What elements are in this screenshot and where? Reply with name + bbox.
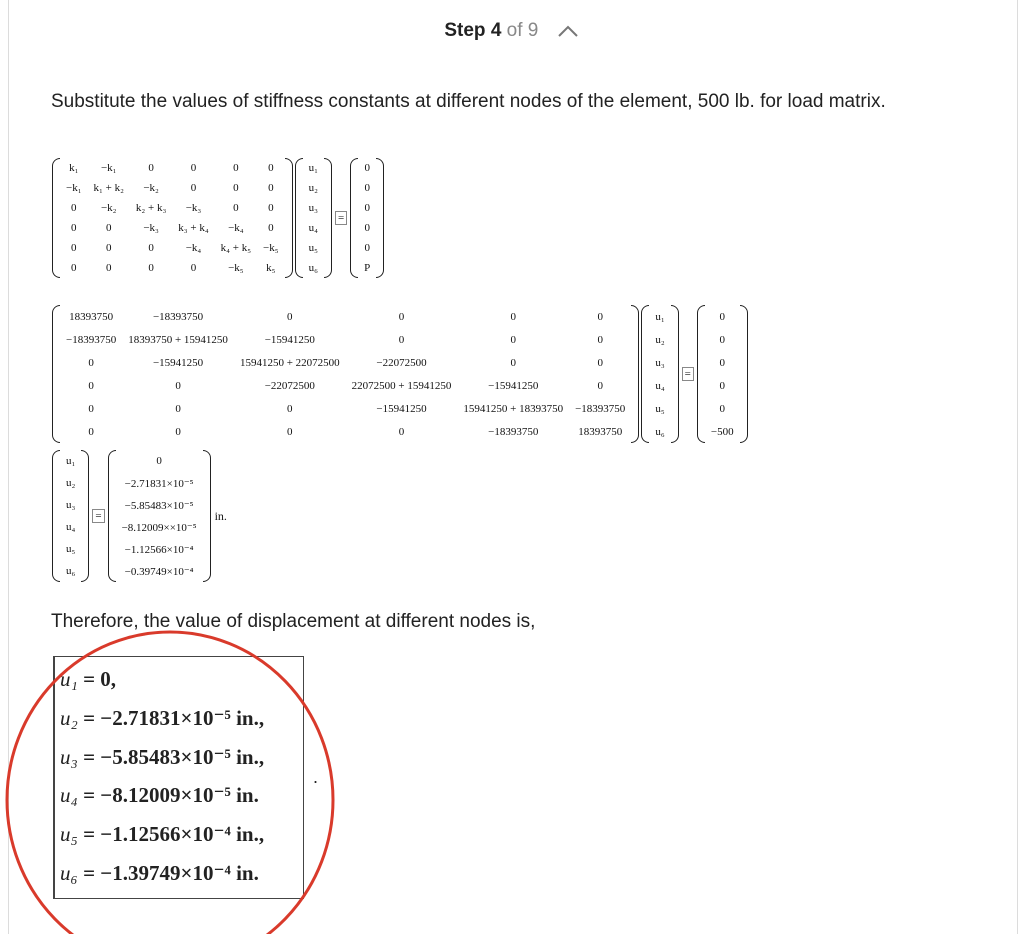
matrix-cell: 0 (398, 333, 405, 346)
vector-cell: u₃ (66, 499, 76, 511)
matrix-row (60, 238, 285, 258)
matrix-cell: k₁ + k₂ (93, 182, 124, 194)
vector-cell: u₄ (655, 379, 665, 392)
matrix-cell: −k₄ (185, 242, 202, 254)
vector-cell: 0 (719, 402, 725, 415)
matrix-cell: −15941250 (376, 402, 427, 415)
displacement-vector-solution (60, 450, 81, 582)
vector-cell: 0 (719, 356, 725, 369)
vector-cell: u₂ (308, 182, 318, 194)
matrix-cell: −k₂ (143, 182, 159, 194)
solution-vector-equation (52, 450, 227, 582)
matrix-row (60, 328, 631, 351)
vector-cell: 0 (364, 162, 370, 174)
vector-cell: u₁ (66, 455, 76, 467)
matrix-cell: −k₂ (100, 202, 117, 214)
matrix-cell: 0 (268, 222, 274, 234)
matrix-cell: k₃ + k₄ (178, 222, 209, 234)
displacement-vector-symbolic (303, 158, 324, 278)
result-variable: u₆ (60, 860, 78, 885)
matrix-cell: k₅ (266, 262, 276, 274)
matrix-row (60, 258, 285, 278)
matrix-cell: −18393750 (575, 402, 626, 415)
vector-cell: u₄ (308, 222, 318, 234)
vector-cell: u₃ (655, 356, 665, 369)
matrix-row (60, 420, 631, 443)
matrix-cell: −k₃ (143, 222, 159, 234)
matrix-cell: −k₁ (100, 162, 117, 174)
result-value: = −1.39749×10⁻⁴ in. (77, 860, 259, 885)
result-value: = −5.85483×10⁻⁵ in., (77, 744, 265, 769)
result-value: = −2.71831×10⁻⁵ in., (77, 705, 265, 730)
matrix-cell: k₄ + k₅ (220, 242, 252, 254)
matrix-cell: 0 (71, 262, 77, 274)
matrix-cell: k₂ + k₃ (135, 202, 167, 214)
matrix-cell: −k₅ (263, 242, 279, 254)
matrix-cell: −18393750 (152, 310, 204, 323)
matrix-cell: −k₄ (228, 222, 244, 234)
symbolic-matrix-equation (52, 158, 384, 278)
chevron-up-icon[interactable] (556, 24, 580, 38)
solution-values (116, 450, 203, 582)
step-total: of 9 (506, 20, 539, 41)
result-line (60, 661, 303, 700)
result-line (60, 700, 303, 739)
result-value: = −8.12009×10⁻⁵ in. (77, 783, 259, 808)
vector-cell: u₆ (66, 565, 76, 577)
vector-cell: −5.85483×10⁻⁵ (124, 499, 194, 512)
vector-cell: u₅ (66, 543, 76, 555)
matrix-cell: 0 (287, 402, 293, 415)
vector-cell: u₅ (655, 402, 665, 415)
matrix-cell: 0 (148, 162, 154, 174)
matrix-cell: 0 (287, 425, 293, 438)
vector-cell: 0 (364, 222, 370, 234)
equals-sign: = (682, 367, 694, 381)
matrix-cell: 0 (71, 202, 77, 214)
matrix-cell: 0 (398, 310, 405, 323)
vector-cell: 0 (719, 310, 725, 323)
matrix-cell: 0 (105, 222, 112, 234)
vector-cell: u₂ (655, 333, 665, 346)
matrix-cell: 0 (233, 182, 239, 194)
vector-cell: u₃ (308, 202, 318, 214)
result-variable: u₂ (60, 705, 78, 730)
matrix-cell: 0 (88, 356, 94, 369)
result-variable: u₃ (60, 744, 78, 769)
matrix-cell: 0 (175, 425, 181, 438)
vector-cell: u₄ (66, 521, 76, 533)
vector-cell: −8.12009××10⁻⁵ (121, 521, 197, 534)
matrix-row (60, 198, 285, 218)
matrix-cell: −15941250 (264, 333, 315, 346)
vector-cell: 0 (364, 182, 370, 194)
matrix-cell: 0 (175, 402, 181, 415)
matrix-cell: 0 (268, 202, 274, 214)
vector-cell: 0 (364, 202, 370, 214)
result-box (53, 656, 304, 899)
matrix-cell: 0 (510, 310, 516, 323)
step-number: 4 (490, 20, 502, 41)
vector-cell: u₂ (66, 477, 76, 489)
matrix-cell: 0 (190, 182, 197, 194)
step-header[interactable] (0, 20, 1024, 42)
numeric-matrix-equation (52, 305, 748, 443)
matrix-cell: 0 (71, 222, 77, 234)
matrix-cell: −18393750 (488, 425, 539, 438)
result-variable: u₁ (60, 667, 78, 691)
matrix-cell: 0 (88, 379, 94, 392)
matrix-cell: 0 (148, 242, 154, 254)
result-line (60, 777, 303, 816)
matrix-cell: 0 (148, 262, 154, 274)
matrix-cell: 0 (105, 262, 112, 274)
matrix-cell: 18393750 (69, 310, 114, 323)
stiffness-matrix-symbolic (60, 158, 285, 278)
matrix-cell: 15941250 + 22072500 (239, 356, 340, 369)
matrix-cell: 0 (88, 402, 94, 415)
vector-cell: 0 (719, 379, 725, 392)
matrix-row (60, 351, 631, 374)
matrix-cell: 0 (597, 379, 603, 392)
vector-cell: 0 (364, 242, 370, 254)
result-line (60, 816, 303, 855)
matrix-row (60, 305, 631, 328)
matrix-cell: −15941250 (488, 379, 539, 392)
vector-cell: −0.39749×10⁻⁴ (124, 565, 194, 578)
matrix-cell: −k₃ (185, 202, 202, 214)
matrix-row (60, 374, 631, 397)
matrix-row (60, 397, 631, 420)
matrix-row (60, 178, 285, 198)
matrix-cell: −22072500 (376, 356, 427, 369)
therefore-text: Therefore, the value of displacement at different nodes is, (51, 611, 536, 632)
matrix-cell: 0 (105, 242, 112, 254)
result-line (60, 739, 303, 778)
matrix-cell: 15941250 + 18393750 (463, 402, 564, 415)
matrix-cell: 0 (398, 425, 405, 438)
equals-sign: = (335, 211, 347, 225)
load-vector-symbolic (358, 158, 376, 278)
matrix-cell: 0 (597, 310, 603, 323)
matrix-cell: 18393750 (578, 425, 623, 438)
matrix-cell: 0 (510, 333, 516, 346)
vector-cell: −1.12566×10⁻⁴ (124, 543, 194, 556)
matrix-cell: 0 (268, 182, 274, 194)
result-value: = 0, (77, 667, 117, 691)
result-value: = −1.12566×10⁻⁴ in., (77, 822, 265, 847)
stiffness-matrix-numeric (60, 305, 631, 443)
vector-cell: u₆ (308, 262, 318, 274)
matrix-cell: 0 (597, 333, 603, 346)
equals-sign: = (92, 509, 104, 523)
matrix-cell: −18393750 (66, 333, 117, 346)
vector-cell: P (364, 262, 371, 274)
intro-text: Substitute the values of stiffness constants at different nodes of the element, 500 lb. for load matrix. (51, 91, 886, 112)
result-variable: u₅ (60, 822, 78, 847)
matrix-row (60, 158, 285, 178)
matrix-cell: 0 (510, 356, 516, 369)
matrix-cell: 18393750 + 15941250 (128, 333, 228, 346)
vector-cell: 0 (156, 455, 162, 467)
matrix-cell: 0 (190, 162, 197, 174)
vector-cell: u₆ (655, 425, 665, 438)
vector-cell: u₁ (308, 162, 318, 174)
vector-cell: u₅ (308, 242, 318, 254)
vector-cell: −2.71831×10⁻⁵ (124, 477, 194, 490)
matrix-cell: k₁ (69, 162, 79, 174)
matrix-cell: 0 (88, 425, 94, 438)
matrix-cell: 0 (287, 310, 293, 323)
matrix-cell: −k₁ (66, 182, 82, 194)
unit-label: in. (214, 508, 227, 523)
result-variable: u₄ (60, 783, 78, 808)
vector-cell: −500 (710, 425, 734, 438)
displacement-vector-numeric (649, 305, 670, 443)
matrix-cell: −15941250 (152, 356, 204, 369)
step-label: Step (444, 20, 486, 41)
matrix-cell: 0 (71, 242, 77, 254)
matrix-cell: −22072500 (264, 379, 315, 392)
matrix-cell: 0 (597, 356, 603, 369)
matrix-cell: 0 (233, 162, 239, 174)
matrix-cell: 0 (233, 202, 239, 214)
vector-cell: 0 (719, 333, 725, 346)
matrix-cell: 22072500 + 15941250 (351, 379, 452, 392)
result-line (60, 855, 303, 894)
matrix-cell: 0 (190, 262, 197, 274)
matrix-row (60, 218, 285, 238)
load-vector-numeric (705, 305, 740, 443)
matrix-cell: −k₅ (228, 262, 244, 274)
trailing-period: . (313, 767, 319, 787)
vector-cell: u₁ (655, 310, 665, 323)
matrix-cell: 0 (175, 379, 181, 392)
matrix-cell: 0 (268, 162, 274, 174)
